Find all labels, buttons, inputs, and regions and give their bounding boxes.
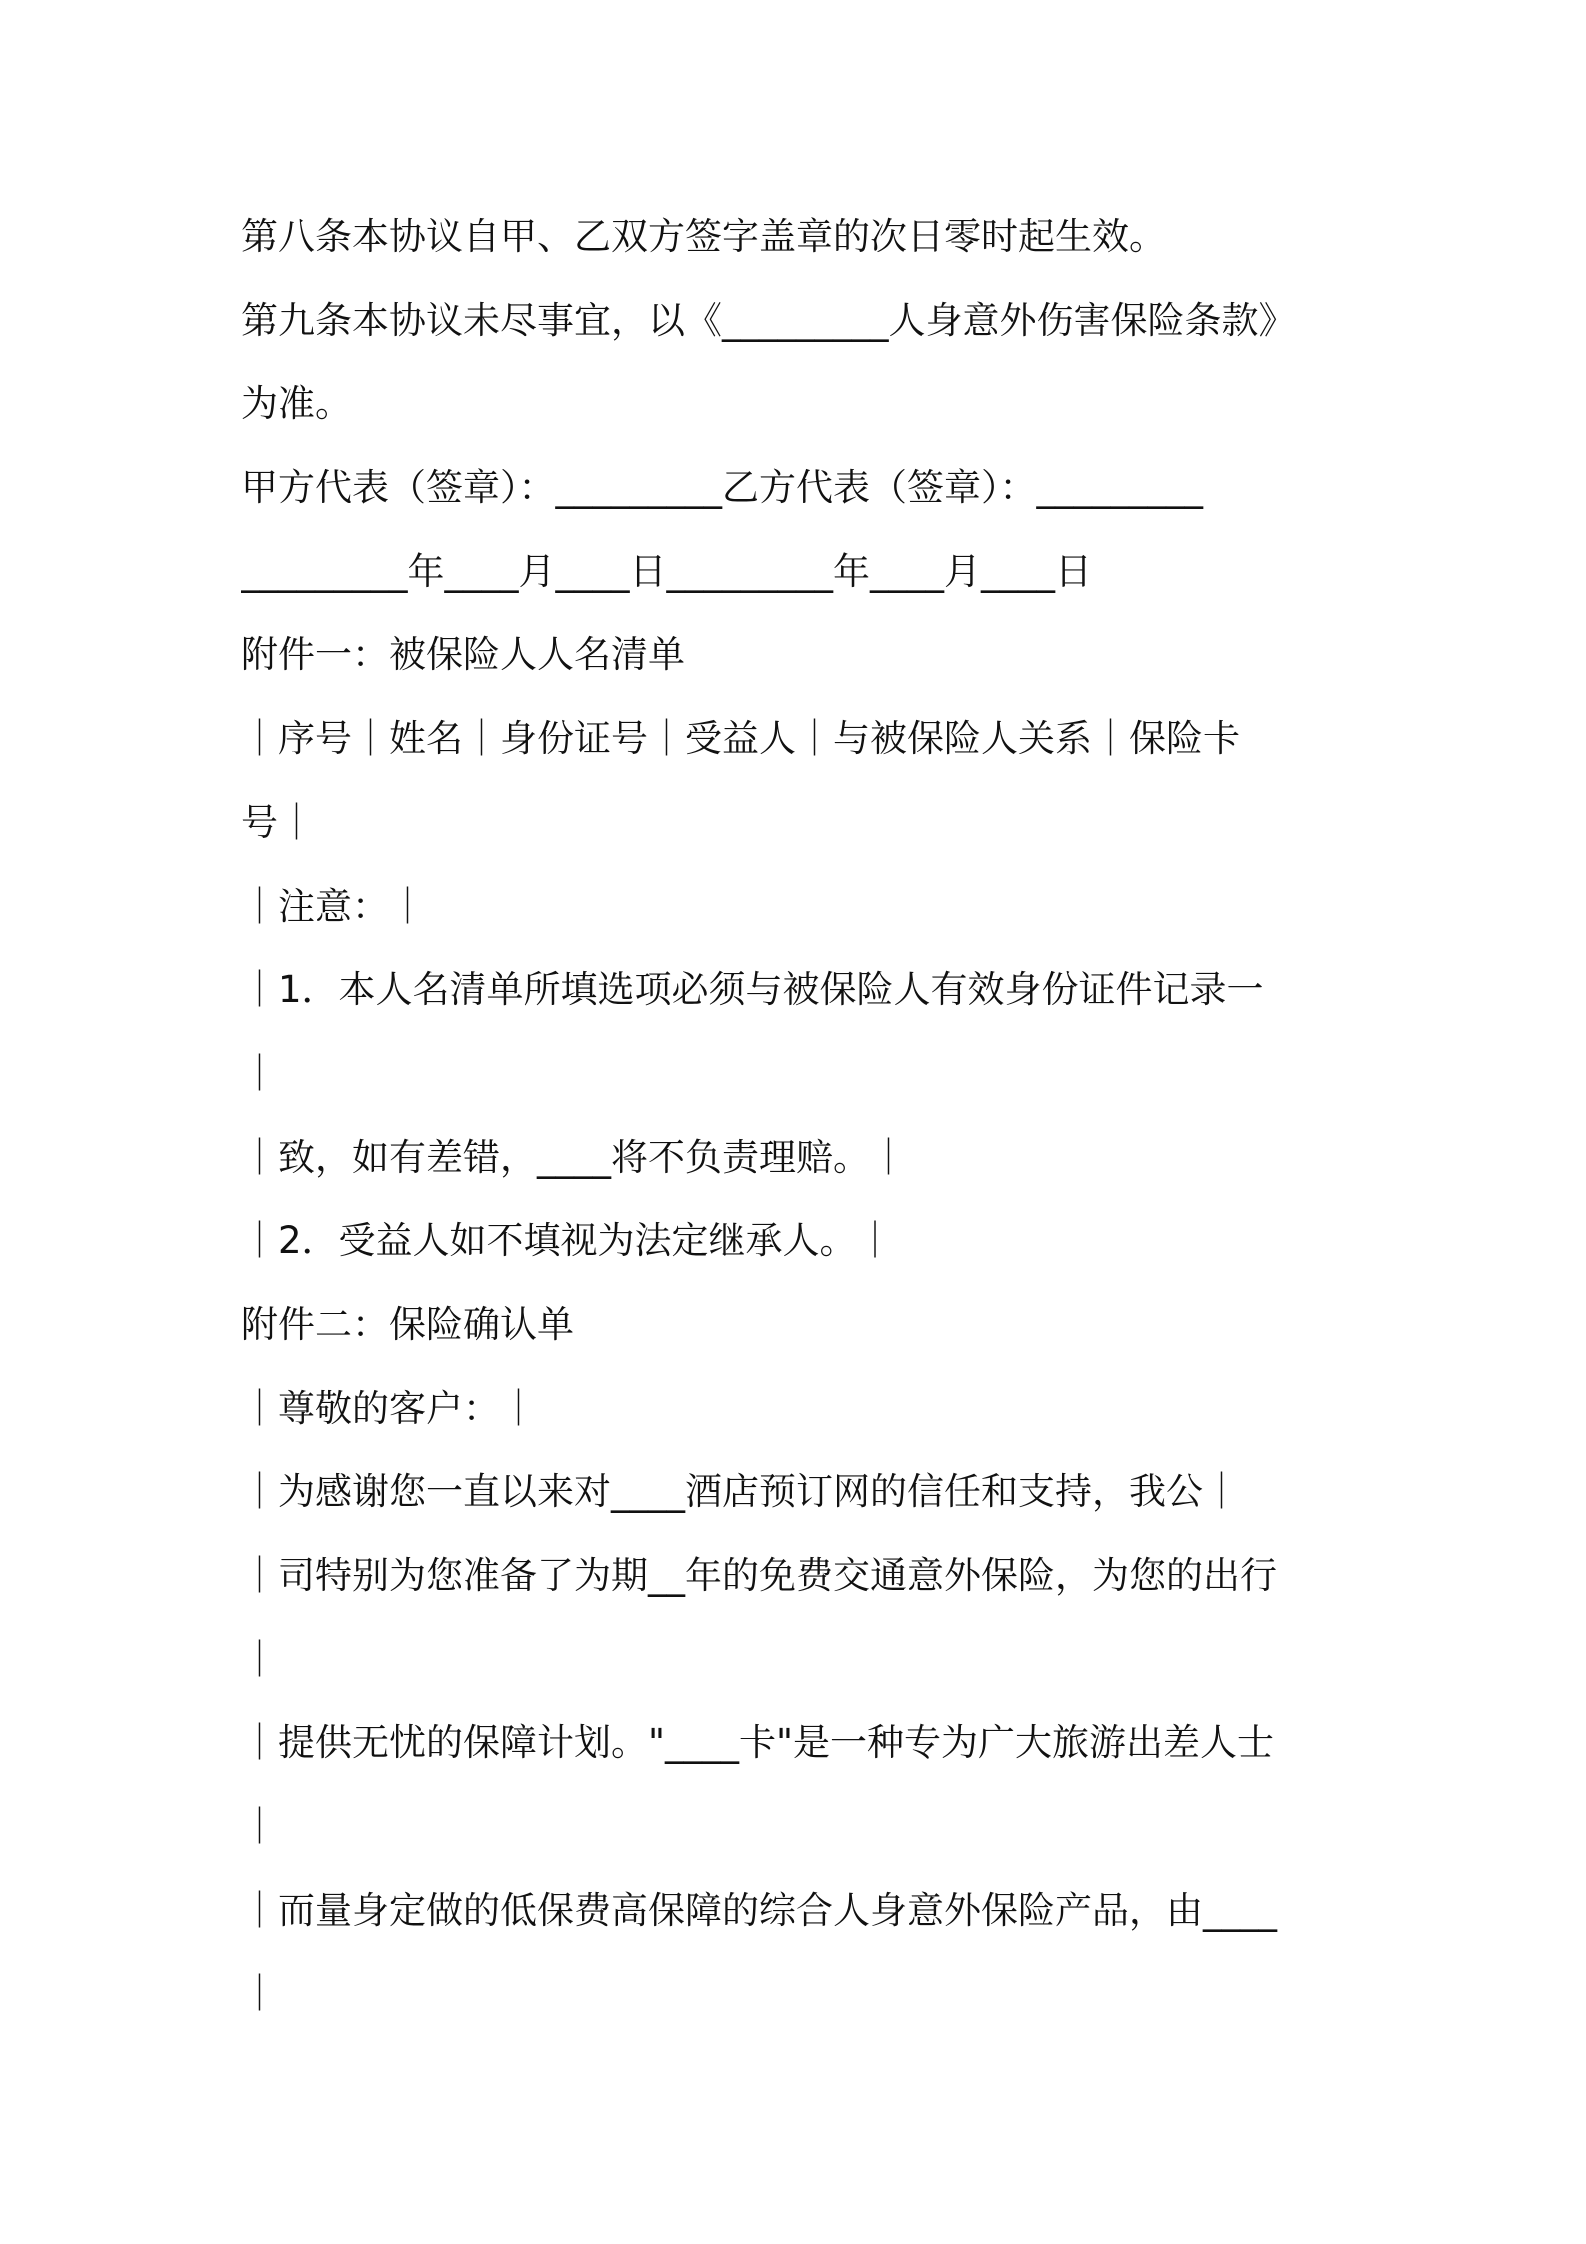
notice-item-1: ｜1．本人名清单所填选项必须与被保险人有效身份证件记录一 <box>241 968 1264 1012</box>
confirmation-paragraph-border-3: ｜ <box>241 1972 278 2016</box>
notice-item-2: ｜2．受益人如不填视为法定继承人。｜ <box>241 1219 894 1263</box>
confirmation-paragraph-line-2: ｜司特别为您准备了为期__年的免费交通意外保险，为您的出行 <box>241 1554 1277 1597</box>
attachment-1-title: 附件一：被保险人人名清单 <box>241 633 685 677</box>
confirmation-paragraph-border-2: ｜ <box>241 1805 278 1849</box>
roster-table-header: ｜序号｜姓名｜身份证号｜受益人｜与被保险人关系｜保险卡 <box>241 717 1240 761</box>
roster-table-header-continuation: 号｜ <box>241 800 315 844</box>
signature-line: 甲方代表（签章）：_________乙方代表（签章）：_________ <box>241 466 1203 510</box>
notice-item-1-border: ｜ <box>241 1051 278 1095</box>
attachment-2-title: 附件二：保险确认单 <box>241 1302 574 1346</box>
document-body <box>241 195 1361 2036</box>
confirmation-paragraph-line-3: ｜提供无忧的保障计划。"____卡"是一种专为广大旅游出差人士 <box>241 1721 1275 1765</box>
article-9-continuation: 为准。 <box>241 382 352 426</box>
article-9-governing-terms: 第九条本协议未尽事宜，以《_________人身意外伤害保险条款》 <box>241 298 1296 342</box>
notice-heading: ｜注意：｜ <box>241 884 426 928</box>
notice-item-1-continuation: ｜致，如有差错，____将不负责理赔。｜ <box>241 1135 907 1179</box>
date-line: _________年____月____日_________年____月____日 <box>241 549 1092 593</box>
confirmation-salutation: ｜尊敬的客户：｜ <box>241 1386 537 1430</box>
confirmation-paragraph-border-1: ｜ <box>241 1637 278 1681</box>
confirmation-paragraph-line-4: ｜而量身定做的低保费高保障的综合人身意外保险产品，由____ <box>241 1888 1277 1932</box>
article-8-effective-date: 第八条本协议自甲、乙双方签字盖章的次日零时起生效。 <box>241 215 1166 258</box>
confirmation-paragraph-line-1: ｜为感谢您一直以来对____酒店预订网的信任和支持，我公｜ <box>241 1470 1240 1514</box>
